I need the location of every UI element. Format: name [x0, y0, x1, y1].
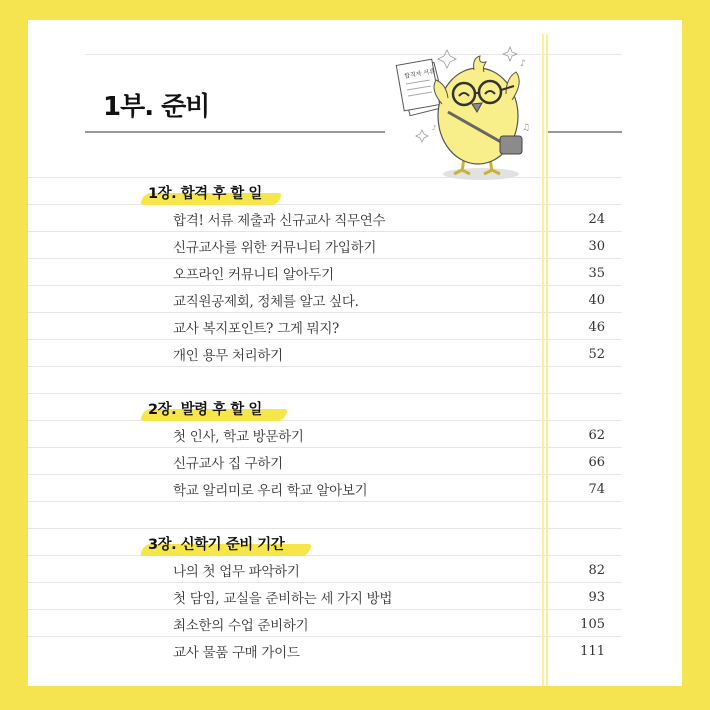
divider [28, 528, 622, 529]
toc-entry[interactable] [173, 476, 613, 502]
toc-entry[interactable] [173, 638, 613, 664]
entry-title: 교사 복지포인트? 그게 뭐지? [173, 321, 340, 337]
toc-page [28, 20, 682, 686]
toc-entry[interactable] [173, 611, 613, 637]
toc-entry[interactable] [173, 557, 613, 583]
part-title: 1부. 준비 [103, 92, 210, 122]
chapter-heading[interactable]: 1장. 합격 후 할 일 [148, 182, 262, 206]
entry-title: 오프라인 커뮤니티 알아두기 [173, 267, 334, 283]
svg-text:♪: ♪ [520, 59, 526, 69]
entry-page-number: 46 [588, 319, 605, 335]
entry-title: 개인 용무 처리하기 [173, 348, 283, 364]
entry-title: 나의 첫 업무 파악하기 [173, 564, 300, 580]
toc-entry[interactable] [173, 260, 613, 286]
svg-text:합격자 서류: 합격자 서류 [403, 67, 436, 81]
toc-entry[interactable] [173, 287, 613, 313]
toc-entry[interactable] [173, 314, 613, 340]
entry-page-number: 111 [580, 643, 605, 659]
chapter-heading[interactable]: 2장. 발령 후 할 일 [148, 398, 262, 422]
part-divider [85, 131, 385, 133]
entry-page-number: 24 [588, 211, 605, 227]
entry-page-number: 40 [588, 292, 605, 308]
toc-entry[interactable] [173, 449, 613, 475]
entry-page-number: 52 [588, 346, 605, 362]
entry-page-number: 62 [588, 427, 605, 443]
entry-title: 신규교사 집 구하기 [173, 456, 283, 472]
divider [28, 420, 622, 421]
toc-entry[interactable] [173, 206, 613, 232]
entry-title: 교사 물품 구매 가이드 [173, 645, 300, 661]
entry-page-number: 74 [588, 481, 605, 497]
entry-title: 합격! 서류 제출과 신규교사 직무연수 [173, 213, 386, 229]
entry-page-number: 30 [588, 238, 605, 254]
divider [28, 555, 622, 556]
chapter-heading[interactable]: 3장. 신학기 준비 기간 [148, 533, 284, 557]
mascot-chick-illustration [386, 26, 536, 186]
entry-title: 교직원공제회, 정체를 알고 싶다. [173, 294, 359, 310]
toc-entry[interactable] [173, 233, 613, 259]
entry-page-number: 93 [588, 589, 605, 605]
entry-title: 첫 인사, 학교 방문하기 [173, 429, 304, 445]
divider [28, 204, 622, 205]
entry-page-number: 105 [580, 616, 605, 632]
entry-title: 첫 담임, 교실을 준비하는 세 가지 방법 [173, 591, 393, 607]
toc-entry[interactable] [173, 341, 613, 367]
toc-entry[interactable] [173, 584, 613, 610]
entry-title: 학교 알리미로 우리 학교 알아보기 [173, 483, 368, 499]
part-divider [547, 131, 622, 133]
entry-page-number: 35 [588, 265, 605, 281]
entry-page-number: 66 [588, 454, 605, 470]
entry-title: 최소한의 수업 준비하기 [173, 618, 309, 634]
divider [28, 393, 622, 394]
svg-text:♫: ♫ [522, 123, 531, 133]
toc-entry[interactable] [173, 422, 613, 448]
entry-page-number: 82 [588, 562, 605, 578]
svg-text:♪: ♪ [432, 124, 437, 132]
entry-title: 신규교사를 위한 커뮤니티 가입하기 [173, 240, 377, 256]
